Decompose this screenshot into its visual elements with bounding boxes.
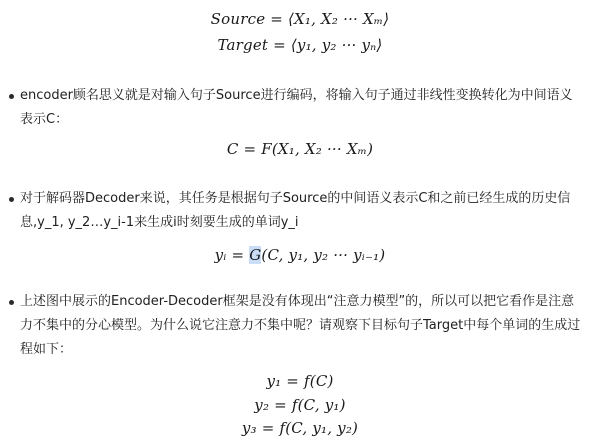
bullet-icon bbox=[9, 300, 14, 305]
yi-formula bbox=[0, 246, 600, 264]
yi-lhs: yᵢ = bbox=[214, 246, 250, 264]
paragraph-encoder: encoder顾名思义就是对输入句子Source进行编码，将输入句子通过非线性变换转化为中间语义表示C： bbox=[20, 88, 573, 127]
y2-formula: y₂ = f(C, y₁) bbox=[254, 396, 346, 414]
paragraph-decoder: 对于解码器Decoder来说，其任务是根据句子Source的中间语义表示C和之前已经生成的历史信息,y_1, y_2…y_i-1来生成i时刻要生成的单词y_i bbox=[20, 191, 571, 230]
y1-formula: y₁ = f(C) bbox=[266, 372, 334, 390]
bullet-icon bbox=[9, 94, 14, 99]
yi-rhs: (C, y₁, y₂ ··· yᵢ₋₁) bbox=[261, 246, 386, 264]
target-formula: Target = ⟨y₁, y₂ ··· yₙ⟩ bbox=[217, 36, 383, 54]
c-formula: C = F(X₁, X₂ ··· Xₘ) bbox=[226, 140, 374, 158]
paragraph-attention: 上述图中展示的Encoder-Decoder框架是没有体现出“注意力模型”的，所以可以把它看作是注意力不集中的分心模型。为什么说它注意力不集中呢？请观察下目标句子Target中每个单词的生成过程如下： bbox=[20, 294, 581, 357]
bullet-icon bbox=[9, 197, 14, 202]
source-formula: Source = ⟨X₁, X₂ ··· Xₘ⟩ bbox=[210, 10, 390, 28]
y3-formula: y₃ = f(C, y₁, y₂) bbox=[241, 419, 359, 437]
highlighted-g: G bbox=[249, 246, 262, 264]
